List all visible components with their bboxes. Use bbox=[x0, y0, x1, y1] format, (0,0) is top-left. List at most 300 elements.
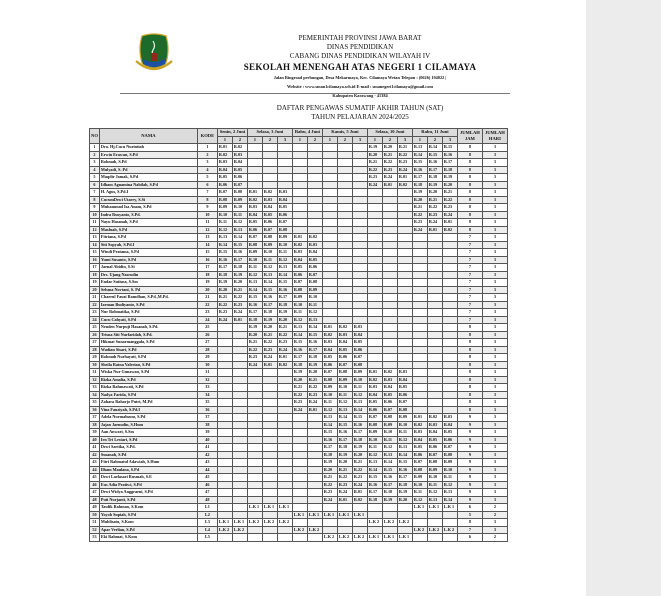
teacher-name: Maqdir Jamak, S.Pd bbox=[99, 174, 197, 182]
room-assignment bbox=[412, 339, 427, 347]
room-assignment: R.16 bbox=[367, 481, 382, 489]
room-assignment: R.14 bbox=[367, 466, 382, 474]
total-days: 2 bbox=[482, 534, 507, 542]
room-assignment bbox=[427, 339, 442, 347]
room-assignment bbox=[352, 181, 367, 189]
teacher-name: Eus Adia Pratiwi, S.Pd bbox=[99, 481, 197, 489]
room-assignment bbox=[262, 406, 277, 414]
room-assignment: R.18 bbox=[397, 481, 412, 489]
total-hours: 7 bbox=[457, 271, 482, 279]
room-assignment: R.12 bbox=[262, 264, 277, 272]
room-assignment: R.02 bbox=[262, 189, 277, 197]
teacher-code: 1 bbox=[197, 144, 217, 152]
table-row bbox=[90, 496, 508, 504]
total-days: 3 bbox=[482, 249, 507, 257]
room-assignment: R.02 bbox=[427, 414, 442, 422]
room-assignment bbox=[307, 519, 322, 527]
room-assignment: R.08 bbox=[247, 241, 262, 249]
room-assignment bbox=[442, 301, 457, 309]
room-assignment: R.03 bbox=[307, 241, 322, 249]
room-assignment bbox=[352, 256, 367, 264]
room-assignment bbox=[382, 249, 397, 257]
table-row bbox=[90, 444, 508, 452]
room-assignment bbox=[367, 526, 382, 534]
room-assignment bbox=[277, 166, 292, 174]
total-days: 3 bbox=[482, 159, 507, 167]
total-hours: 6 bbox=[457, 534, 482, 542]
total-hours: 7 bbox=[457, 301, 482, 309]
teacher-name: Sheila Ratna Valerian, S.Pd bbox=[99, 361, 197, 369]
room-assignment: R.17 bbox=[277, 294, 292, 302]
room-assignment bbox=[322, 286, 337, 294]
room-assignment: R.03 bbox=[382, 376, 397, 384]
room-assignment: R.11 bbox=[382, 436, 397, 444]
room-assignment bbox=[232, 406, 247, 414]
row-number: 17 bbox=[90, 264, 100, 272]
total-days: 3 bbox=[482, 421, 507, 429]
table-row bbox=[90, 211, 508, 219]
row-number: 5 bbox=[90, 174, 100, 182]
room-assignment: R.13 bbox=[352, 399, 367, 407]
total-hours: 9 bbox=[457, 444, 482, 452]
room-assignment bbox=[322, 144, 337, 152]
table-row bbox=[90, 489, 508, 497]
total-days: 3 bbox=[482, 264, 507, 272]
room-assignment bbox=[217, 361, 232, 369]
room-assignment: R.03 bbox=[412, 429, 427, 437]
room-assignment bbox=[307, 444, 322, 452]
room-assignment: R.01 bbox=[337, 496, 352, 504]
room-assignment: R.15 bbox=[217, 249, 232, 257]
room-assignment bbox=[442, 354, 457, 362]
room-assignment: R.20 bbox=[337, 459, 352, 467]
session-number: 2 bbox=[232, 136, 247, 144]
room-assignment: R.09 bbox=[307, 286, 322, 294]
room-assignment: R.07 bbox=[277, 219, 292, 227]
room-assignment: R.06 bbox=[307, 264, 322, 272]
room-assignment: R.05 bbox=[277, 204, 292, 212]
row-number: 3 bbox=[90, 159, 100, 167]
room-assignment: R.22 bbox=[442, 196, 457, 204]
room-assignment bbox=[397, 526, 412, 534]
room-assignment: R.18 bbox=[352, 436, 367, 444]
room-assignment bbox=[382, 241, 397, 249]
room-assignment bbox=[292, 519, 307, 527]
room-assignment bbox=[307, 489, 322, 497]
room-assignment: R.06 bbox=[277, 211, 292, 219]
room-assignment bbox=[382, 301, 397, 309]
room-assignment: R.18 bbox=[322, 451, 337, 459]
room-assignment bbox=[412, 384, 427, 392]
room-assignment: L.K 1 bbox=[352, 511, 367, 519]
room-assignment bbox=[442, 279, 457, 287]
room-assignment bbox=[367, 204, 382, 212]
room-assignment bbox=[262, 166, 277, 174]
room-assignment: R.01 bbox=[277, 354, 292, 362]
room-assignment bbox=[337, 151, 352, 159]
room-assignment: L.K 2 bbox=[307, 526, 322, 534]
room-assignment: R.15 bbox=[262, 286, 277, 294]
room-assignment: R.15 bbox=[322, 429, 337, 437]
row-number: 20 bbox=[90, 286, 100, 294]
total-days: 3 bbox=[482, 271, 507, 279]
room-assignment bbox=[367, 316, 382, 324]
room-assignment: R.02 bbox=[397, 181, 412, 189]
teacher-name: Indra Rusyanto, S.Pd. bbox=[99, 211, 197, 219]
row-number: 37 bbox=[90, 414, 100, 422]
room-assignment: R.16 bbox=[232, 249, 247, 257]
room-assignment: R.11 bbox=[217, 219, 232, 227]
room-assignment bbox=[442, 249, 457, 257]
room-assignment bbox=[337, 256, 352, 264]
room-assignment bbox=[427, 294, 442, 302]
row-number: 43 bbox=[90, 459, 100, 467]
teacher-code: 36 bbox=[197, 406, 217, 414]
room-assignment: L.K 2 bbox=[277, 519, 292, 527]
room-assignment bbox=[397, 511, 412, 519]
room-assignment: R.02 bbox=[307, 234, 322, 242]
row-number: 21 bbox=[90, 294, 100, 302]
total-days: 3 bbox=[482, 174, 507, 182]
room-assignment: R.06 bbox=[397, 391, 412, 399]
room-assignment bbox=[367, 279, 382, 287]
room-assignment bbox=[352, 294, 367, 302]
teacher-name: Eki Rahmat, S.Kom bbox=[99, 534, 197, 542]
room-assignment bbox=[382, 264, 397, 272]
room-assignment: L.K 1 bbox=[382, 534, 397, 542]
row-number: 33 bbox=[90, 384, 100, 392]
room-assignment: R.02 bbox=[367, 376, 382, 384]
room-assignment: R.05 bbox=[232, 166, 247, 174]
room-assignment: R.02 bbox=[322, 331, 337, 339]
room-assignment bbox=[247, 144, 262, 152]
room-assignment: R.15 bbox=[442, 144, 457, 152]
room-assignment: R.14 bbox=[277, 271, 292, 279]
room-assignment: R.21 bbox=[322, 474, 337, 482]
room-assignment bbox=[322, 301, 337, 309]
table-row bbox=[90, 436, 508, 444]
room-assignment: R.01 bbox=[382, 181, 397, 189]
table-row bbox=[90, 339, 508, 347]
total-days: 3 bbox=[482, 219, 507, 227]
total-hours: 8 bbox=[457, 151, 482, 159]
room-assignment bbox=[397, 271, 412, 279]
room-assignment: L.K 1 bbox=[412, 504, 427, 512]
room-assignment bbox=[322, 256, 337, 264]
room-assignment: R.21 bbox=[217, 294, 232, 302]
room-assignment bbox=[442, 384, 457, 392]
total-hours: 9 bbox=[457, 451, 482, 459]
room-assignment bbox=[397, 339, 412, 347]
room-assignment: R.20 bbox=[397, 496, 412, 504]
room-assignment bbox=[262, 159, 277, 167]
total-hours: 9 bbox=[457, 496, 482, 504]
room-assignment bbox=[307, 466, 322, 474]
room-assignment: R.19 bbox=[292, 369, 307, 377]
room-assignment bbox=[322, 174, 337, 182]
room-assignment: L.K 1 bbox=[232, 519, 247, 527]
row-number: 35 bbox=[90, 399, 100, 407]
room-assignment bbox=[397, 504, 412, 512]
room-assignment bbox=[217, 481, 232, 489]
row-number: 30 bbox=[90, 361, 100, 369]
room-assignment: R.20 bbox=[247, 331, 262, 339]
total-hours: 9 bbox=[457, 466, 482, 474]
total-days: 3 bbox=[482, 241, 507, 249]
room-assignment: R.09 bbox=[232, 196, 247, 204]
room-assignment bbox=[262, 174, 277, 182]
room-assignment bbox=[322, 504, 337, 512]
total-hours: 8 bbox=[457, 226, 482, 234]
room-assignment bbox=[367, 301, 382, 309]
room-assignment: R.13 bbox=[247, 279, 262, 287]
teacher-code: L1 bbox=[197, 504, 217, 512]
room-assignment bbox=[232, 474, 247, 482]
room-assignment: R.24 bbox=[307, 399, 322, 407]
total-days: 3 bbox=[482, 189, 507, 197]
room-assignment: R.20 bbox=[307, 369, 322, 377]
room-assignment bbox=[367, 264, 382, 272]
room-assignment: R.03 bbox=[262, 196, 277, 204]
room-assignment: R.14 bbox=[232, 234, 247, 242]
room-assignment bbox=[442, 324, 457, 332]
room-assignment bbox=[277, 159, 292, 167]
room-assignment bbox=[337, 204, 352, 212]
total-hours: 8 bbox=[457, 219, 482, 227]
room-assignment: L.K 1 bbox=[292, 511, 307, 519]
room-assignment: R.02 bbox=[277, 361, 292, 369]
teacher-code: 31 bbox=[197, 369, 217, 377]
teacher-name: Rohmah Nurhayati, S.Pd bbox=[99, 354, 197, 362]
total-hours: 8 bbox=[457, 384, 482, 392]
row-number: 49 bbox=[90, 504, 100, 512]
room-assignment: R.17 bbox=[427, 166, 442, 174]
room-assignment bbox=[427, 234, 442, 242]
total-days: 3 bbox=[482, 466, 507, 474]
room-assignment: R.10 bbox=[382, 429, 397, 437]
table-row bbox=[90, 421, 508, 429]
room-assignment bbox=[382, 504, 397, 512]
room-assignment: R.24 bbox=[337, 489, 352, 497]
room-assignment: R.20 bbox=[352, 451, 367, 459]
room-assignment: R.12 bbox=[367, 451, 382, 459]
room-assignment bbox=[277, 414, 292, 422]
room-assignment bbox=[307, 496, 322, 504]
room-assignment bbox=[247, 496, 262, 504]
room-assignment: R.05 bbox=[217, 174, 232, 182]
letterhead-address: Jalan Ringroad perbungan, Desa Mekarmaya, Kec. Cilamaya Wetan Telepon : (0626) 194022 | bbox=[273, 74, 447, 80]
room-assignment: R.07 bbox=[352, 354, 367, 362]
room-assignment bbox=[382, 316, 397, 324]
room-assignment bbox=[442, 391, 457, 399]
room-assignment: R.06 bbox=[247, 226, 262, 234]
room-assignment bbox=[412, 519, 427, 527]
room-assignment bbox=[412, 241, 427, 249]
room-assignment: R.12 bbox=[292, 316, 307, 324]
room-assignment: R.10 bbox=[352, 376, 367, 384]
room-assignment: R.16 bbox=[247, 301, 262, 309]
row-number: 38 bbox=[90, 421, 100, 429]
room-assignment: R.08 bbox=[397, 406, 412, 414]
room-assignment: R.02 bbox=[232, 144, 247, 152]
total-days: 3 bbox=[482, 406, 507, 414]
room-assignment bbox=[217, 399, 232, 407]
room-assignment: R.23 bbox=[397, 159, 412, 167]
room-assignment bbox=[292, 144, 307, 152]
teacher-name: Masfuah, S.Pd bbox=[99, 226, 197, 234]
room-assignment: L.K 1 bbox=[427, 504, 442, 512]
room-assignment: R.11 bbox=[307, 301, 322, 309]
session-number: 1 bbox=[217, 136, 232, 144]
room-assignment bbox=[292, 414, 307, 422]
room-assignment bbox=[262, 429, 277, 437]
room-assignment bbox=[277, 511, 292, 519]
room-assignment bbox=[427, 264, 442, 272]
room-assignment bbox=[262, 451, 277, 459]
teacher-code: 34 bbox=[197, 391, 217, 399]
room-assignment bbox=[412, 324, 427, 332]
total-hours: 7 bbox=[457, 526, 482, 534]
teacher-code: 25 bbox=[197, 324, 217, 332]
room-assignment: R.19 bbox=[322, 459, 337, 467]
col-header-day: Senin, 2 Juni bbox=[217, 129, 247, 137]
teacher-name: Erwin Erawan, S.Pd bbox=[99, 151, 197, 159]
room-assignment: R.09 bbox=[337, 376, 352, 384]
room-assignment bbox=[217, 534, 232, 542]
room-assignment bbox=[352, 189, 367, 197]
room-assignment bbox=[427, 399, 442, 407]
room-assignment: R.23 bbox=[412, 219, 427, 227]
room-assignment: R.21 bbox=[307, 376, 322, 384]
room-assignment bbox=[382, 331, 397, 339]
room-assignment: R.11 bbox=[292, 309, 307, 317]
room-assignment bbox=[367, 226, 382, 234]
room-assignment bbox=[232, 369, 247, 377]
total-days: 3 bbox=[482, 324, 507, 332]
room-assignment bbox=[232, 421, 247, 429]
teacher-code: 18 bbox=[197, 271, 217, 279]
row-number: 53 bbox=[90, 534, 100, 542]
teacher-name: Nayu Hasanah, S.Pd bbox=[99, 219, 197, 227]
total-hours: 6 bbox=[457, 504, 482, 512]
room-assignment bbox=[307, 174, 322, 182]
total-hours: 8 bbox=[457, 391, 482, 399]
room-assignment bbox=[367, 241, 382, 249]
room-assignment: R.20 bbox=[382, 144, 397, 152]
room-assignment: R.18 bbox=[442, 166, 457, 174]
row-number: 26 bbox=[90, 331, 100, 339]
room-assignment bbox=[247, 376, 262, 384]
room-assignment bbox=[262, 489, 277, 497]
table-row bbox=[90, 406, 508, 414]
room-assignment bbox=[427, 249, 442, 257]
room-assignment: R.05 bbox=[307, 256, 322, 264]
room-assignment: R.07 bbox=[382, 406, 397, 414]
room-assignment bbox=[262, 481, 277, 489]
room-assignment: R.19 bbox=[352, 444, 367, 452]
teacher-name: Irn Tri Lestari, S.Pd bbox=[99, 436, 197, 444]
letterhead-agency: DINAS PENDIDIKAN bbox=[326, 43, 394, 52]
row-number: 12 bbox=[90, 226, 100, 234]
row-number: 4 bbox=[90, 166, 100, 174]
room-assignment: R.01 bbox=[307, 406, 322, 414]
room-assignment bbox=[382, 189, 397, 197]
teacher-code: 40 bbox=[197, 436, 217, 444]
room-assignment: R.23 bbox=[427, 211, 442, 219]
room-assignment bbox=[442, 376, 457, 384]
table-row bbox=[90, 144, 508, 152]
room-assignment: R.11 bbox=[247, 264, 262, 272]
room-assignment bbox=[232, 481, 247, 489]
total-days: 3 bbox=[482, 331, 507, 339]
letterhead-province: PEMERINTAH PROVINSI JAWA BARAT bbox=[298, 34, 422, 42]
room-assignment bbox=[277, 174, 292, 182]
teacher-name: Dewi Widya Anggraeni, S.Pd bbox=[99, 489, 197, 497]
room-assignment bbox=[277, 444, 292, 452]
room-assignment: R.19 bbox=[262, 316, 277, 324]
room-assignment: R.01 bbox=[397, 174, 412, 182]
room-assignment bbox=[307, 459, 322, 467]
room-assignment: R.21 bbox=[262, 331, 277, 339]
room-assignment bbox=[292, 436, 307, 444]
room-assignment bbox=[277, 406, 292, 414]
room-assignment bbox=[232, 534, 247, 542]
room-assignment bbox=[217, 346, 232, 354]
room-assignment: R.09 bbox=[352, 369, 367, 377]
teacher-name: Selsma Novtani, S. Pd bbox=[99, 286, 197, 294]
room-assignment: R.22 bbox=[262, 339, 277, 347]
room-assignment: R.14 bbox=[307, 324, 322, 332]
total-days: 3 bbox=[482, 226, 507, 234]
room-assignment: L.K 1 bbox=[247, 504, 262, 512]
teacher-name: Muhlisatu, S.Kom bbox=[99, 519, 197, 527]
room-assignment bbox=[337, 519, 352, 527]
row-number: 29 bbox=[90, 354, 100, 362]
room-assignment bbox=[247, 429, 262, 437]
teacher-code: 22 bbox=[197, 301, 217, 309]
room-assignment: R.10 bbox=[217, 211, 232, 219]
room-assignment: R.17 bbox=[292, 354, 307, 362]
room-assignment: R.11 bbox=[352, 384, 367, 392]
room-assignment: R.06 bbox=[217, 181, 232, 189]
total-days: 3 bbox=[482, 144, 507, 152]
room-assignment bbox=[322, 219, 337, 227]
room-assignment: R.11 bbox=[337, 391, 352, 399]
room-assignment bbox=[322, 196, 337, 204]
room-assignment: R.14 bbox=[292, 331, 307, 339]
room-assignment: L.K 2 bbox=[322, 534, 337, 542]
room-assignment bbox=[397, 241, 412, 249]
room-assignment: R.05 bbox=[367, 399, 382, 407]
room-assignment: R.04 bbox=[337, 339, 352, 347]
room-assignment bbox=[337, 144, 352, 152]
total-days: 3 bbox=[482, 376, 507, 384]
room-assignment bbox=[337, 271, 352, 279]
room-assignment: R.12 bbox=[397, 436, 412, 444]
room-assignment: R.15 bbox=[307, 331, 322, 339]
room-assignment: R.08 bbox=[427, 459, 442, 467]
table-row bbox=[90, 459, 508, 467]
room-assignment bbox=[397, 204, 412, 212]
room-assignment: R.18 bbox=[277, 301, 292, 309]
room-assignment: R.04 bbox=[352, 331, 367, 339]
room-assignment: R.22 bbox=[427, 204, 442, 212]
room-assignment bbox=[352, 204, 367, 212]
room-assignment: R.06 bbox=[412, 451, 427, 459]
room-assignment bbox=[352, 271, 367, 279]
teacher-name: Jajan Jaenudin, S.Hum bbox=[99, 421, 197, 429]
room-assignment: R.23 bbox=[352, 474, 367, 482]
